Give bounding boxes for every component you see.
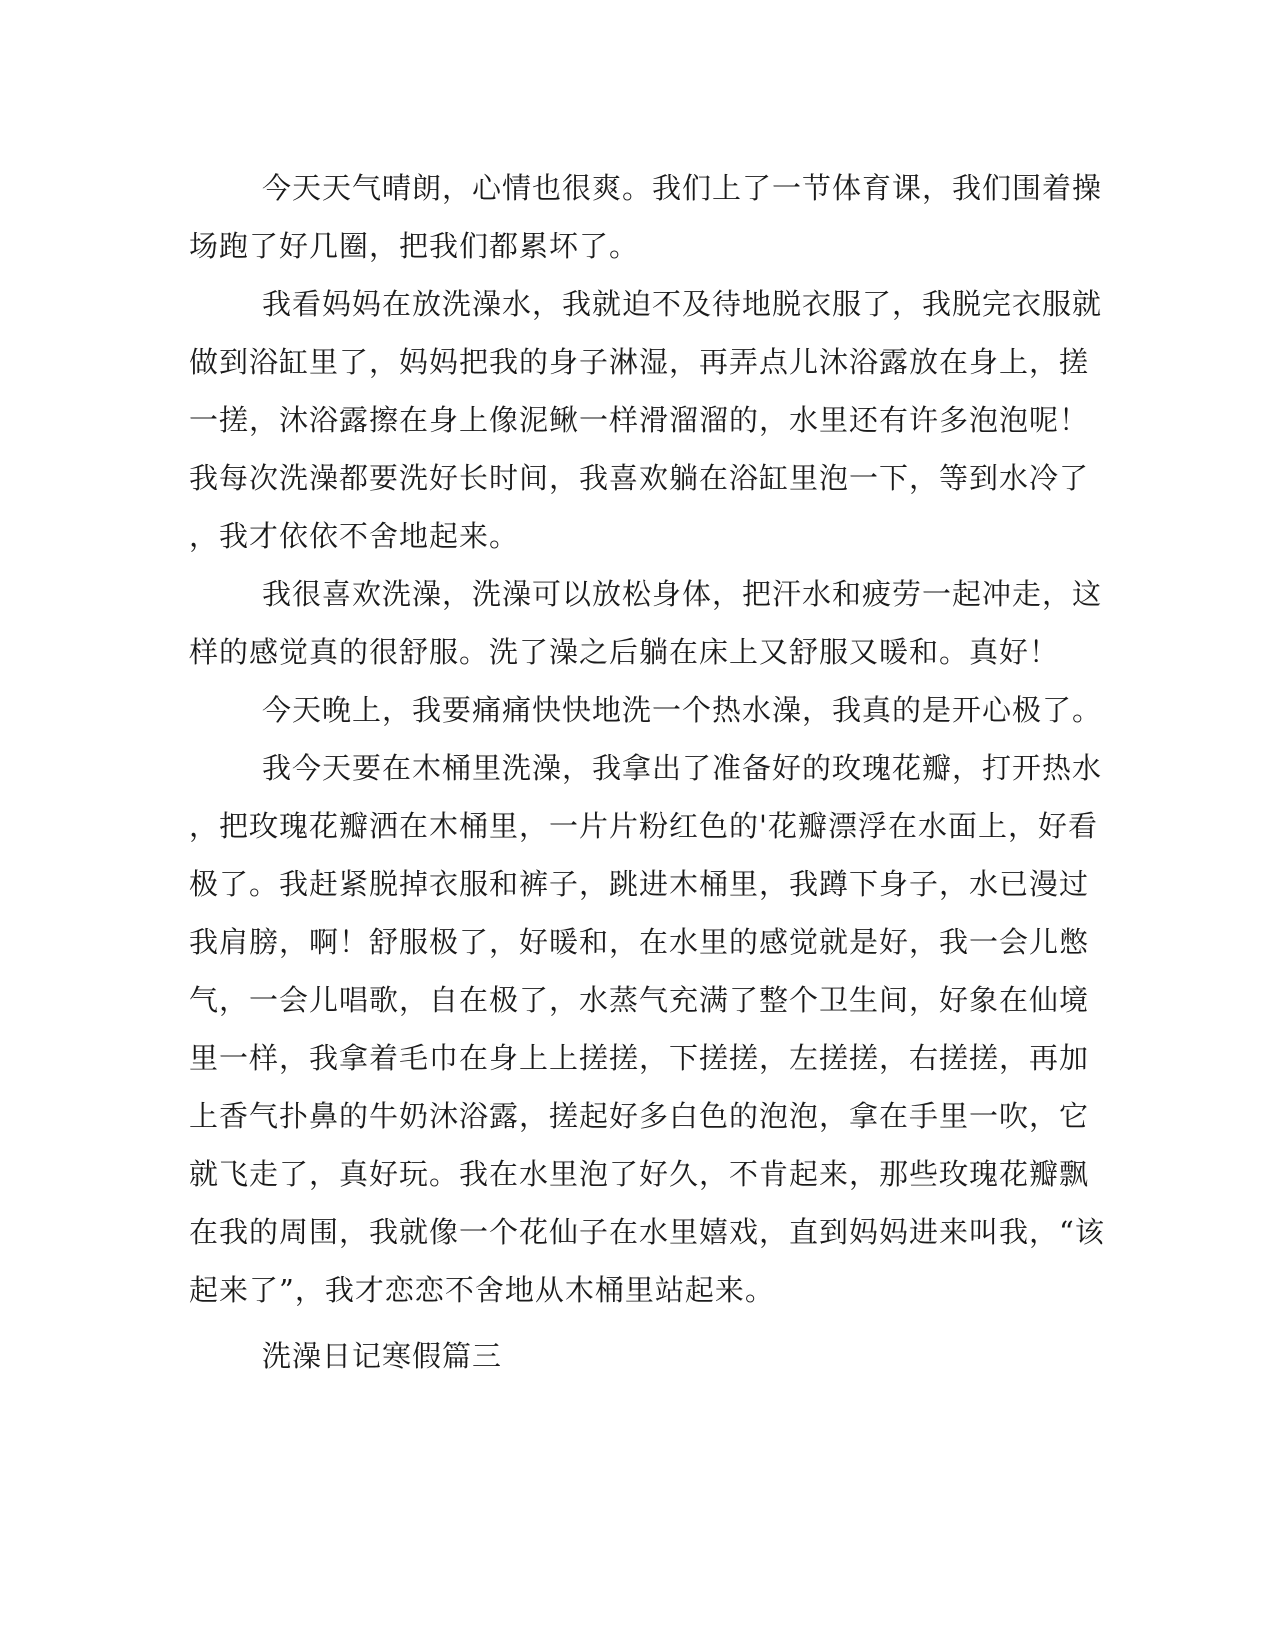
text-line: 我看妈妈在放洗澡水，我就迫不及待地脱衣服了，我脱完衣服就 — [262, 287, 1103, 321]
text-line: ，把玫瑰花瓣洒在木桶里，一片片粉红色的'花瓣漂浮在水面上，好看 — [189, 809, 1098, 843]
text-line: 我很喜欢洗澡，洗澡可以放松身体，把汗水和疲劳一起冲走，这 — [262, 577, 1103, 611]
text-line: 我今天要在木桶里洗澡，我拿出了准备好的玫瑰花瓣，打开热水 — [262, 751, 1103, 785]
text-line: 一搓，沐浴露擦在身上像泥鳅一样滑溜溜的，水里还有许多泡泡呢！ — [189, 403, 1090, 437]
text-line: 今天晚上，我要痛痛快快地洗一个热水澡，我真的是开心极了。 — [262, 693, 1103, 727]
text-line: 做到浴缸里了，妈妈把我的身子淋湿，再弄点儿沐浴露放在身上，搓 — [189, 345, 1090, 379]
text-line: 上香气扑鼻的牛奶沐浴露，搓起好多白色的泡泡，拿在手里一吹，它 — [189, 1099, 1090, 1133]
text-line: 场跑了好几圈，把我们都累坏了。 — [189, 229, 640, 263]
section-heading: 洗澡日记寒假篇三 — [262, 1339, 503, 1373]
text-line: 在我的周围，我就像一个花仙子在水里嬉戏，直到妈妈进来叫我，“该 — [189, 1215, 1105, 1249]
text-line: 样的感觉真的很舒服。洗了澡之后躺在床上又舒服又暖和。真好！ — [189, 635, 1060, 669]
text-line: 我肩膀，啊！舒服极了，好暖和，在水里的感觉就是好，我一会儿憋 — [189, 925, 1090, 959]
text-line: 极了。我赶紧脱掉衣服和裤子，跳进木桶里，我蹲下身子，水已漫过 — [189, 867, 1090, 901]
text-line: 今天天气晴朗，心情也很爽。我们上了一节体育课，我们围着操 — [262, 171, 1103, 205]
text-line: 就飞走了，真好玩。我在水里泡了好久，不肯起来，那些玫瑰花瓣飘 — [189, 1157, 1090, 1191]
text-line: ，我才依依不舍地起来。 — [189, 519, 520, 553]
text-line: 气，一会儿唱歌，自在极了，水蒸气充满了整个卫生间，好象在仙境 — [189, 983, 1090, 1017]
text-line: 我每次洗澡都要洗好长时间，我喜欢躺在浴缸里泡一下，等到水冷了 — [189, 461, 1090, 495]
text-line: 里一样，我拿着毛巾在身上上搓搓，下搓搓，左搓搓，右搓搓，再加 — [189, 1041, 1090, 1075]
text-line: 起来了”，我才恋恋不舍地从木桶里站起来。 — [189, 1273, 775, 1307]
